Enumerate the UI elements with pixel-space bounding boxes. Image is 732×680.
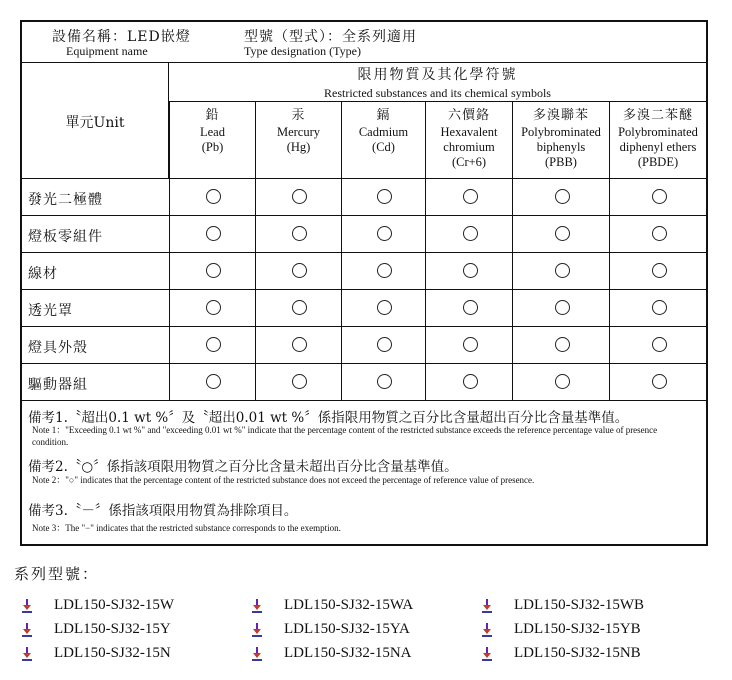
notes-section xyxy=(22,398,706,544)
table-cell xyxy=(341,290,425,326)
table-cell xyxy=(512,364,609,400)
type-designation-zh: 型號（型式）：全系列適用 xyxy=(244,29,417,45)
circle-mark-icon xyxy=(463,300,478,315)
circle-mark-icon xyxy=(555,300,570,315)
model-item: LDL150-SJ32-15YA xyxy=(284,621,410,637)
table-cell xyxy=(169,216,255,252)
circle-mark-icon xyxy=(652,337,667,352)
unit-header: 單元Unit xyxy=(22,62,169,179)
circle-mark-icon xyxy=(292,337,307,352)
table-row xyxy=(22,364,706,401)
note-3-zh: 備考3.〝－〞係指該項限用物質為排除項目。 xyxy=(28,503,298,519)
table-cell xyxy=(609,179,706,215)
column-pbde xyxy=(609,102,706,179)
column-en: Mercury xyxy=(276,125,321,139)
table-cell xyxy=(609,364,706,400)
model-item: LDL150-SJ32-15WB xyxy=(514,597,644,613)
column-en: Lead xyxy=(200,125,225,139)
circle-mark-icon xyxy=(206,374,221,389)
model-item: LDL150-SJ32-15Y xyxy=(54,621,171,637)
rohs-table xyxy=(20,20,708,546)
arrow-down-bullet-icon xyxy=(252,622,262,636)
circle-mark-icon xyxy=(555,189,570,204)
note-2-en: Note 2："○" indicates that the percentage content of the restricted substance does not exceed the percentage of reference value of presence. xyxy=(32,475,535,485)
table-row xyxy=(22,216,706,253)
arrow-down-bullet-icon xyxy=(22,598,32,612)
restricted-en: Restricted substances and its chemical symbols xyxy=(324,86,551,100)
column-zh: 汞 xyxy=(291,108,306,123)
series-title: 系列型號： xyxy=(14,565,100,583)
circle-mark-icon xyxy=(652,226,667,241)
circle-mark-icon xyxy=(555,226,570,241)
arrow-down-bullet-icon xyxy=(482,646,492,660)
circle-mark-icon xyxy=(652,263,667,278)
restricted-zh: 限用物質及其化學符號 xyxy=(357,67,518,83)
column-zh: 多溴二苯醚 xyxy=(622,108,693,123)
table-cell xyxy=(169,364,255,400)
table-cell xyxy=(341,216,425,252)
column-en: Polybrominated diphenyl ethers xyxy=(618,125,698,154)
column-pbb xyxy=(512,102,609,179)
table-row xyxy=(22,253,706,290)
table-cell xyxy=(341,253,425,289)
model-item: LDL150-SJ32-15W xyxy=(54,597,174,613)
table-cell xyxy=(169,290,255,326)
table-cell xyxy=(425,364,512,400)
model-item: LDL150-SJ32-15YB xyxy=(514,621,641,637)
circle-mark-icon xyxy=(652,189,667,204)
type-designation-en: Type designation (Type) xyxy=(244,44,361,58)
table-cell xyxy=(255,290,341,326)
circle-mark-icon xyxy=(652,300,667,315)
column-hexavalent-chromium xyxy=(425,102,512,179)
table-cell xyxy=(169,253,255,289)
column-en: Cadmium xyxy=(358,125,409,139)
row-label: 發光二極體 xyxy=(28,192,103,208)
circle-mark-icon xyxy=(292,226,307,241)
table-cell xyxy=(512,290,609,326)
model-item: LDL150-SJ32-15NB xyxy=(514,645,641,661)
circle-mark-icon xyxy=(555,263,570,278)
circle-mark-icon xyxy=(555,374,570,389)
arrow-down-bullet-icon xyxy=(482,622,492,636)
column-symbol: (Hg) xyxy=(286,140,311,154)
model-item: LDL150-SJ32-15NA xyxy=(284,645,412,661)
circle-mark-icon xyxy=(377,263,392,278)
circle-mark-icon xyxy=(463,374,478,389)
table-cell xyxy=(609,253,706,289)
column-symbol: (PBDE) xyxy=(637,155,679,169)
column-lead xyxy=(169,102,255,179)
circle-mark-icon xyxy=(377,226,392,241)
table-cell xyxy=(255,253,341,289)
arrow-down-bullet-icon xyxy=(252,598,262,612)
model-item: LDL150-SJ32-15WA xyxy=(284,597,414,613)
column-en: Polybrominated biphenyls xyxy=(521,125,601,154)
table-cell xyxy=(255,327,341,363)
column-cadmium xyxy=(341,102,425,179)
table-cell xyxy=(341,364,425,400)
circle-mark-icon xyxy=(292,263,307,278)
circle-mark-icon xyxy=(463,189,478,204)
column-symbol: (Cd) xyxy=(372,140,395,154)
table-cell xyxy=(341,327,425,363)
note-1-en: Note 1："Exceeding 0.1 wt %" and "exceeding 0.01 wt %" indicate that the percentage content of the restricted substance exceeds the reference percentage value of presence condition. xyxy=(32,425,658,447)
circle-mark-icon xyxy=(206,300,221,315)
row-label: 驅動器組 xyxy=(28,377,88,393)
note-3-en: Note 3：The "−" indicates that the restricted substance corresponds to the exemption. xyxy=(32,523,341,533)
table-cell xyxy=(169,327,255,363)
table-cell xyxy=(255,179,341,215)
row-label: 燈板零組件 xyxy=(28,229,103,245)
circle-mark-icon xyxy=(463,337,478,352)
circle-mark-icon xyxy=(377,374,392,389)
circle-mark-icon xyxy=(463,226,478,241)
note-1-zh: 備考1.〝超出0.1 wt %〞及〝超出0.01 wt %〞係指限用物質之百分比含量超出百分比含量基準值。 xyxy=(28,410,629,426)
circle-mark-icon xyxy=(652,374,667,389)
equipment-name-en: Equipment name xyxy=(66,44,148,58)
table-cell xyxy=(425,290,512,326)
equipment-name-zh: 設備名稱：LED嵌燈 xyxy=(52,29,191,45)
restricted-substances-header xyxy=(169,62,706,102)
circle-mark-icon xyxy=(206,189,221,204)
circle-mark-icon xyxy=(463,263,478,278)
column-symbol: (Cr+6) xyxy=(451,155,487,169)
column-zh: 鎘 xyxy=(376,108,391,123)
column-zh: 六價鉻 xyxy=(447,108,490,123)
row-label: 燈具外殼 xyxy=(28,340,88,356)
table-cell xyxy=(512,179,609,215)
row-label: 線材 xyxy=(28,266,58,282)
table-row xyxy=(22,327,706,364)
table-cell xyxy=(609,216,706,252)
note-2-zh: 備考2.〝○〞係指該項限用物質之百分比含量未超出百分比含量基準值。 xyxy=(28,459,458,475)
column-zh: 鉛 xyxy=(205,108,220,123)
circle-mark-icon xyxy=(377,189,392,204)
table-cell xyxy=(425,179,512,215)
circle-mark-icon xyxy=(206,263,221,278)
table-cell xyxy=(512,253,609,289)
circle-mark-icon xyxy=(292,374,307,389)
column-mercury xyxy=(255,102,341,179)
arrow-down-bullet-icon xyxy=(482,598,492,612)
circle-mark-icon xyxy=(206,226,221,241)
column-symbol: (PBB) xyxy=(545,155,577,169)
circle-mark-icon xyxy=(377,337,392,352)
arrow-down-bullet-icon xyxy=(22,622,32,636)
table-cell xyxy=(512,216,609,252)
table-row xyxy=(22,290,706,327)
column-symbol: (Pb) xyxy=(201,140,224,154)
table-cell xyxy=(255,364,341,400)
model-item: LDL150-SJ32-15N xyxy=(54,645,171,661)
circle-mark-icon xyxy=(377,300,392,315)
table-header xyxy=(22,22,706,63)
arrow-down-bullet-icon xyxy=(22,646,32,660)
table-cell xyxy=(255,216,341,252)
arrow-down-bullet-icon xyxy=(252,646,262,660)
table-cell xyxy=(425,327,512,363)
table-cell xyxy=(425,216,512,252)
table-cell xyxy=(609,290,706,326)
table-cell xyxy=(169,179,255,215)
circle-mark-icon xyxy=(292,300,307,315)
circle-mark-icon xyxy=(292,189,307,204)
column-en: Hexavalent chromium xyxy=(440,125,498,154)
table-cell xyxy=(609,327,706,363)
circle-mark-icon xyxy=(206,337,221,352)
table-cell xyxy=(425,253,512,289)
table-row xyxy=(22,179,706,216)
table-cell xyxy=(341,179,425,215)
column-zh: 多溴聯苯 xyxy=(532,108,589,123)
row-label: 透光罩 xyxy=(28,303,73,319)
table-cell xyxy=(512,327,609,363)
circle-mark-icon xyxy=(555,337,570,352)
